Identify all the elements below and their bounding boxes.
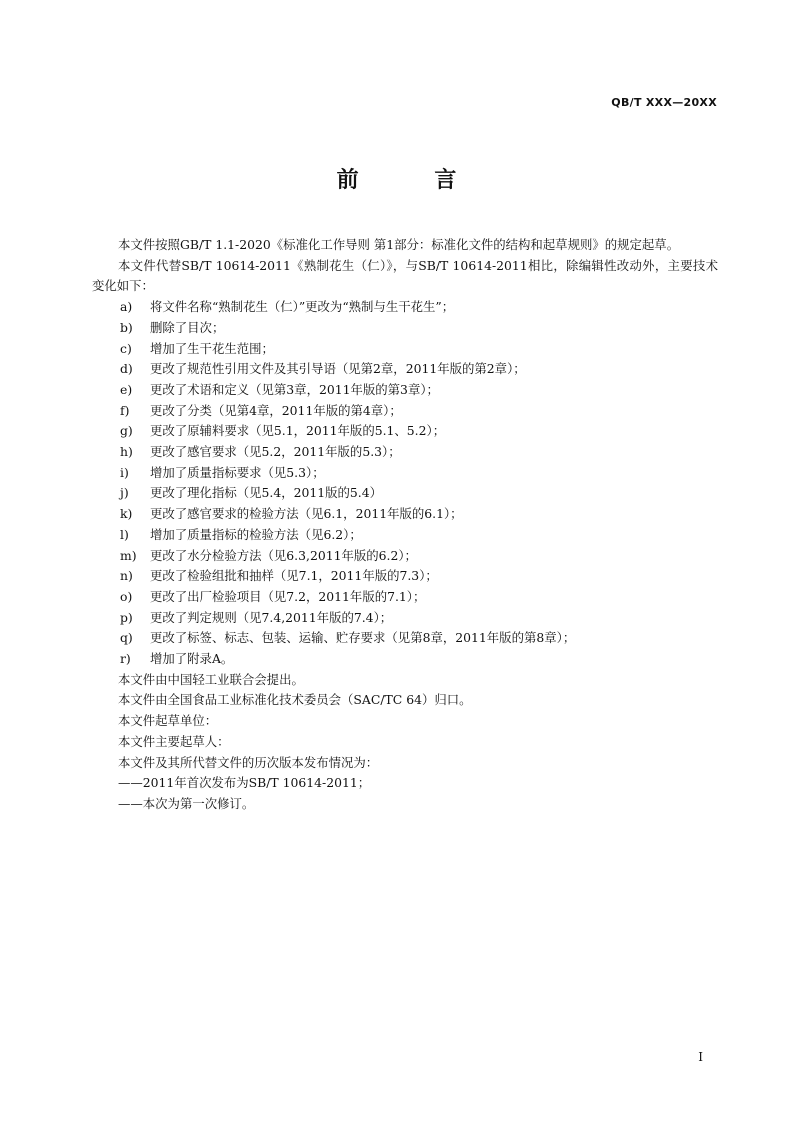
list-item-text: 增加了附录A。 bbox=[150, 651, 234, 667]
list-item-label: f) bbox=[120, 402, 130, 418]
closing-line: 本文件主要起草人： bbox=[118, 733, 230, 749]
list-item-label: h) bbox=[120, 444, 133, 460]
list-item-label: m) bbox=[120, 547, 137, 563]
closing-section bbox=[92, 670, 718, 815]
foreword-body bbox=[92, 235, 718, 815]
list-item bbox=[92, 504, 718, 525]
list-item-text: 增加了质量指标要求（见5.3）； bbox=[150, 464, 325, 480]
list-item-text: 更改了感官要求的检验方法（见6.1，2011年版的6.1）； bbox=[150, 506, 463, 522]
list-item bbox=[92, 339, 718, 360]
list-item bbox=[92, 546, 718, 567]
list-item-label: n) bbox=[120, 568, 133, 584]
list-item-text: 更改了分类（见第4章，2011年版的第4章）； bbox=[150, 402, 402, 418]
list-item bbox=[92, 318, 718, 339]
list-item-text: 更改了水分检验方法（见6.3,2011年版的6.2）； bbox=[150, 547, 417, 563]
list-item-text: 更改了标签、标志、包装、运输、贮存要求（见第8章，2011年版的第8章）； bbox=[150, 630, 576, 646]
list-item bbox=[92, 649, 718, 670]
list-item bbox=[92, 380, 718, 401]
list-item-text: 更改了术语和定义（见第3章，2011年版的第3章）； bbox=[150, 381, 439, 397]
list-item bbox=[92, 525, 718, 546]
page-number: I bbox=[698, 1050, 703, 1064]
list-item-text: 更改了检验组批和抽样（见7.1，2011年版的7.3）； bbox=[150, 568, 438, 584]
list-item-text: 更改了规范性引用文件及其引导语（见第2章，2011年版的第2章）； bbox=[150, 361, 526, 377]
closing-line: ——本次为第一次修订。 bbox=[118, 795, 255, 811]
list-item-label: d) bbox=[120, 361, 133, 377]
closing-line: 本文件及其所代替文件的历次版本发布情况为： bbox=[118, 754, 379, 770]
list-item-label: l) bbox=[120, 526, 129, 542]
list-item-text: 删除了目次； bbox=[150, 319, 225, 335]
list-item-label: o) bbox=[120, 588, 133, 604]
list-item-label: e) bbox=[120, 381, 133, 397]
list-item-label: p) bbox=[120, 609, 133, 625]
list-item-text: 更改了出厂检验项目（见7.2，2011年版的7.1）； bbox=[150, 588, 426, 604]
list-item-text: 增加了质量指标的检验方法（见6.2）； bbox=[150, 526, 362, 542]
intro-paragraph: 本文件按照GB/T 1.1-2020《标准化工作导则 第1部分：标准化文件的结构和起草规则》的规定起草。 bbox=[118, 237, 680, 252]
document-code: QB/T XXX—20XX bbox=[611, 96, 717, 109]
list-item-label: r) bbox=[120, 651, 131, 667]
list-item bbox=[92, 566, 718, 587]
closing-line: 本文件起草单位： bbox=[118, 713, 218, 729]
list-item-text: 将文件名称“熟制花生（仁）”更改为“熟制与生干花生”； bbox=[150, 299, 455, 315]
closing-line: ——2011年首次发布为SB/T 10614-2011； bbox=[118, 775, 371, 791]
list-item-text: 更改了理化指标（见5.4，2011版的5.4） bbox=[150, 485, 383, 501]
intro-paragraph: 本文件代替SB/T 10614-2011《熟制花生（仁）》，与SB/T 10614-2011相比，除编辑性改动外，主要技术变化如下： bbox=[92, 257, 718, 294]
list-item bbox=[92, 297, 718, 318]
list-item-text: 更改了原辅料要求（见5.1，2011年版的5.1、5.2）； bbox=[150, 423, 446, 439]
page-title: 前 言 bbox=[336, 168, 491, 193]
list-item-text: 增加了生干花生范围； bbox=[150, 340, 274, 356]
closing-line: 本文件由全国食品工业标准化技术委员会（SAC/TC 64）归口。 bbox=[118, 692, 472, 708]
list-item-label: q) bbox=[120, 630, 133, 646]
list-item bbox=[92, 421, 718, 442]
list-item bbox=[92, 401, 718, 422]
list-item bbox=[92, 608, 718, 629]
list-item-label: j) bbox=[120, 485, 129, 501]
list-item-label: c) bbox=[120, 340, 132, 356]
change-list bbox=[92, 297, 718, 670]
list-item-text: 更改了判定规则（见7.4,2011年版的7.4）； bbox=[150, 609, 393, 625]
list-item bbox=[92, 587, 718, 608]
list-item-text: 更改了感官要求（见5.2，2011年版的5.3）； bbox=[150, 444, 401, 460]
list-item bbox=[92, 628, 718, 649]
list-item bbox=[92, 483, 718, 504]
list-item bbox=[92, 442, 718, 463]
list-item-label: g) bbox=[120, 423, 133, 439]
list-item-label: a) bbox=[120, 299, 133, 315]
list-item-label: i) bbox=[120, 464, 129, 480]
list-item bbox=[92, 359, 718, 380]
list-item-label: k) bbox=[120, 506, 133, 522]
list-item-label: b) bbox=[120, 319, 133, 335]
closing-line: 本文件由中国轻工业联合会提出。 bbox=[118, 671, 304, 687]
list-item bbox=[92, 463, 718, 484]
